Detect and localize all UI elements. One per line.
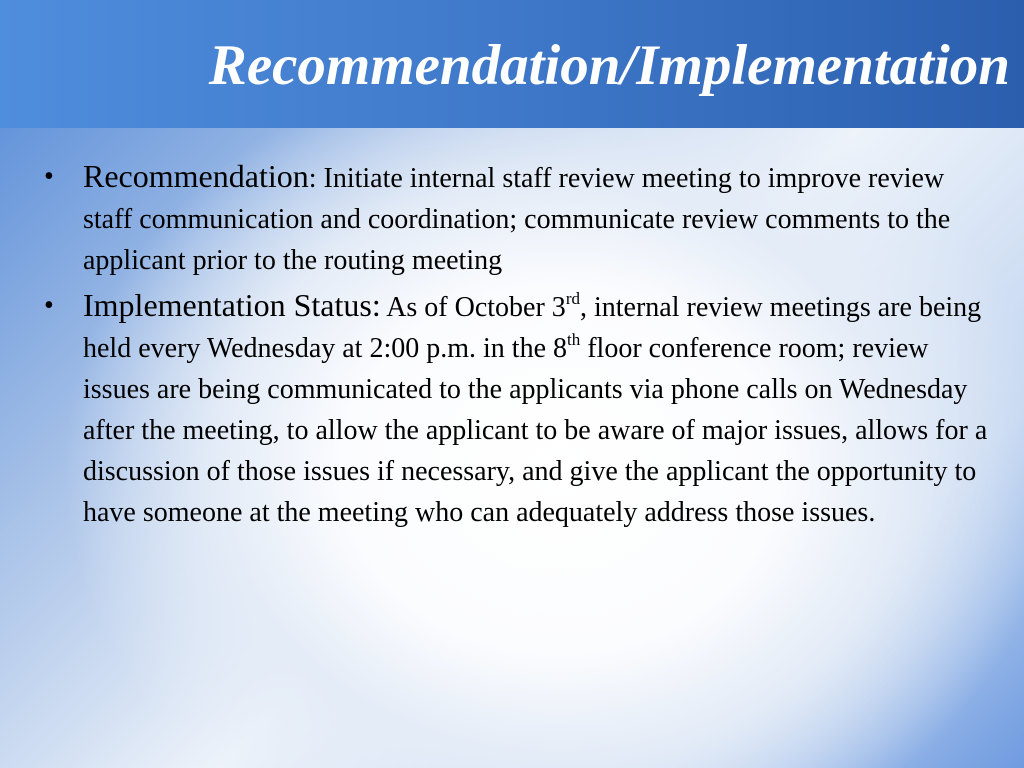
- bullet-separator: :: [308, 163, 317, 194]
- bullet-text-part2: , internal review meetings are being held every Wednesday at 2:00 p.m. in the 8: [83, 292, 982, 364]
- ordinal-superscript: th: [567, 329, 581, 349]
- title-bar: [0, 0, 1024, 128]
- bullet-heading: Recommendation: [83, 158, 309, 194]
- bullet-implementation-status: [40, 285, 990, 533]
- bullet-dot-icon: •: [44, 290, 54, 321]
- bullet-text-part1: As of October 3: [380, 292, 566, 323]
- bullet-text: Initiate internal staff review meeting to improve review staff communication and coordination; communicate review comments to the applicant prior to the routing meeting: [83, 163, 951, 276]
- bullet-dot-icon: •: [44, 161, 54, 192]
- bullet-text-part3: floor conference room; review issues are being communicated to the applicants via phone calls on Wednesday after the meeting, to allow the applicant to be aware of major issues, allows for a discussion of those issues if necessary, and give the applicant the opportunity to have someone at the meeting who can adequately address those issues.: [83, 333, 988, 528]
- bullet-heading: Implementation Status:: [83, 287, 381, 323]
- bullet-recommendation: [40, 156, 990, 281]
- ordinal-superscript: rd: [565, 288, 580, 308]
- slide-title: Recommendation/Implementation: [208, 34, 1010, 97]
- slide-content: [40, 156, 990, 537]
- bullet-list: [40, 156, 990, 533]
